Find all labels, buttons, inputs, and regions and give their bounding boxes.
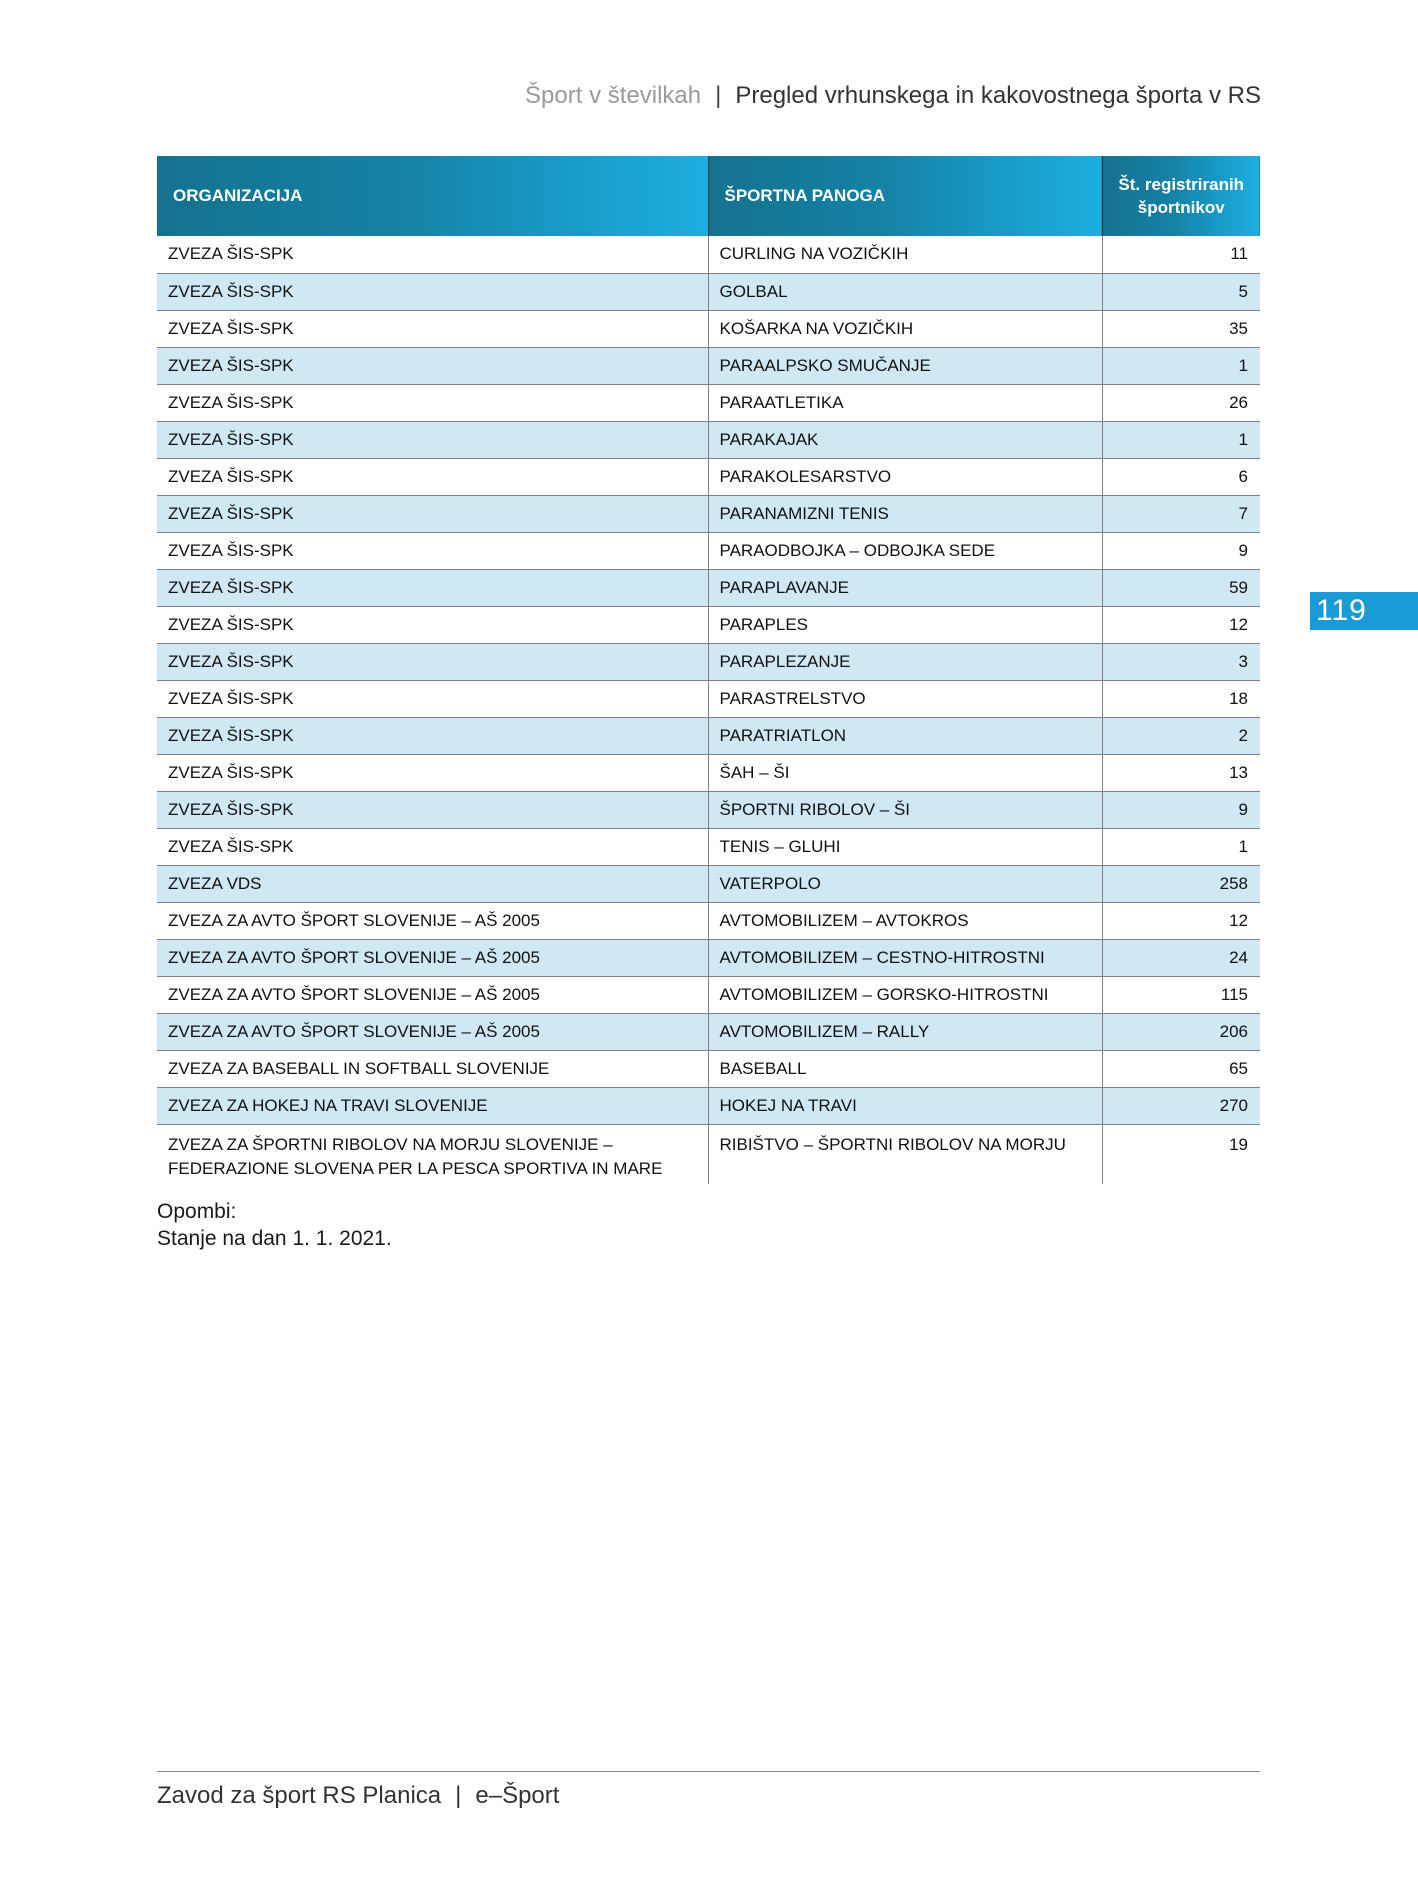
footer-separator: | — [455, 1782, 462, 1809]
page-number: 119 — [1310, 592, 1418, 630]
cell-athletes-count: 5 — [1102, 273, 1260, 310]
cell-athletes-count: 12 — [1102, 606, 1260, 643]
table-row — [157, 828, 1260, 865]
cell-sport: PARAPLEZANJE — [708, 643, 1102, 680]
cell-athletes-count: 7 — [1102, 495, 1260, 532]
footer-publication: e–Šport — [475, 1782, 560, 1809]
table-row — [157, 569, 1260, 606]
table-row — [157, 606, 1260, 643]
cell-sport: RIBIŠTVO – ŠPORTNI RIBOLOV NA MORJU — [708, 1124, 1102, 1184]
cell-sport: AVTOMOBILIZEM – RALLY — [708, 1013, 1102, 1050]
cell-organization: ZVEZA ŠIS-SPK — [157, 532, 708, 569]
cell-organization: ZVEZA ŠIS-SPK — [157, 754, 708, 791]
running-header — [525, 80, 1261, 112]
table-row — [157, 495, 1260, 532]
cell-organization: ZVEZA ŠIS-SPK — [157, 680, 708, 717]
cell-organization: ZVEZA ŠIS-SPK — [157, 458, 708, 495]
table-header-row — [157, 156, 1260, 236]
cell-organization: ZVEZA ŠIS-SPK — [157, 421, 708, 458]
cell-athletes-count: 13 — [1102, 754, 1260, 791]
cell-sport: KOŠARKA NA VOZIČKIH — [708, 310, 1102, 347]
column-header-sport: ŠPORTNA PANOGA — [708, 156, 1102, 236]
table-row — [157, 384, 1260, 421]
cell-organization: ZVEZA VDS — [157, 865, 708, 902]
notes-text: Stanje na dan 1. 1. 2021. — [157, 1227, 392, 1250]
cell-sport: PARAKAJAK — [708, 421, 1102, 458]
cell-athletes-count: 11 — [1102, 236, 1260, 273]
cell-athletes-count: 9 — [1102, 532, 1260, 569]
table-row — [157, 273, 1260, 310]
cell-athletes-count: 1 — [1102, 421, 1260, 458]
cell-organization: ZVEZA ŠIS-SPK — [157, 717, 708, 754]
cell-organization: ZVEZA ŠIS-SPK — [157, 791, 708, 828]
table-row — [157, 717, 1260, 754]
table-row — [157, 865, 1260, 902]
cell-organization: ZVEZA ZA AVTO ŠPORT SLOVENIJE – AŠ 2005 — [157, 902, 708, 939]
cell-sport: AVTOMOBILIZEM – GORSKO-HITROSTNI — [708, 976, 1102, 1013]
header-separator: | — [715, 82, 722, 109]
table-row — [157, 1013, 1260, 1050]
registered-athletes-table — [157, 156, 1260, 1184]
cell-organization: ZVEZA ZA AVTO ŠPORT SLOVENIJE – AŠ 2005 — [157, 939, 708, 976]
cell-athletes-count: 6 — [1102, 458, 1260, 495]
cell-sport: PARAPLAVANJE — [708, 569, 1102, 606]
cell-athletes-count: 1 — [1102, 828, 1260, 865]
table-row — [157, 791, 1260, 828]
cell-sport: PARAKOLESARSTVO — [708, 458, 1102, 495]
cell-athletes-count: 258 — [1102, 865, 1260, 902]
cell-organization: ZVEZA ŠIS-SPK — [157, 606, 708, 643]
table-row — [157, 236, 1260, 273]
cell-sport: AVTOMOBILIZEM – CESTNO-HITROSTNI — [708, 939, 1102, 976]
table-row — [157, 1050, 1260, 1087]
table-row — [157, 458, 1260, 495]
cell-sport: ŠAH – ŠI — [708, 754, 1102, 791]
cell-organization: ZVEZA ZA HOKEJ NA TRAVI SLOVENIJE — [157, 1087, 708, 1124]
cell-organization: ZVEZA ZA BASEBALL IN SOFTBALL SLOVENIJE — [157, 1050, 708, 1087]
cell-athletes-count: 270 — [1102, 1087, 1260, 1124]
table-row — [157, 1087, 1260, 1124]
cell-organization: ZVEZA ŠIS-SPK — [157, 495, 708, 532]
cell-organization: ZVEZA ŠIS-SPK — [157, 569, 708, 606]
cell-athletes-count: 1 — [1102, 347, 1260, 384]
cell-organization: ZVEZA ZA ŠPORTNI RIBOLOV NA MORJU SLOVENIJE – FEDERAZIONE SLOVENA PER LA PESCA SPORTIVA IN MARE — [157, 1124, 708, 1184]
column-header-athletes-count: Št. registriranih športnikov — [1102, 156, 1260, 236]
cell-organization: ZVEZA ŠIS-SPK — [157, 828, 708, 865]
cell-athletes-count: 35 — [1102, 310, 1260, 347]
cell-sport: PARAATLETIKA — [708, 384, 1102, 421]
cell-organization: ZVEZA ŠIS-SPK — [157, 384, 708, 421]
cell-athletes-count: 12 — [1102, 902, 1260, 939]
table-row — [157, 902, 1260, 939]
table-row — [157, 1124, 1260, 1184]
table-row — [157, 421, 1260, 458]
cell-sport: PARANAMIZNI TENIS — [708, 495, 1102, 532]
cell-athletes-count: 19 — [1229, 1134, 1248, 1154]
table-row — [157, 680, 1260, 717]
footer-publisher: Zavod za šport RS Planica — [157, 1782, 442, 1809]
cell-sport: BASEBALL — [708, 1050, 1102, 1087]
cell-sport: VATERPOLO — [708, 865, 1102, 902]
cell-organization: ZVEZA ŠIS-SPK — [157, 236, 708, 273]
publication-title: Šport v številkah — [525, 82, 702, 109]
section-title: Pregled vrhunskega in kakovostnega športa v RS — [735, 82, 1261, 109]
table-row — [157, 976, 1260, 1013]
table-row — [157, 532, 1260, 569]
cell-sport: GOLBAL — [708, 273, 1102, 310]
cell-sport: HOKEJ NA TRAVI — [708, 1087, 1102, 1124]
cell-sport: TENIS – GLUHI — [708, 828, 1102, 865]
cell-organization: ZVEZA ŠIS-SPK — [157, 273, 708, 310]
cell-sport: ŠPORTNI RIBOLOV – ŠI — [708, 791, 1102, 828]
cell-organization: ZVEZA ŠIS-SPK — [157, 347, 708, 384]
cell-sport: PARAALPSKO SMUČANJE — [708, 347, 1102, 384]
cell-organization: ZVEZA ŠIS-SPK — [157, 310, 708, 347]
cell-athletes-count: 65 — [1102, 1050, 1260, 1087]
cell-sport: CURLING NA VOZIČKIH — [708, 236, 1102, 273]
cell-athletes-count: 59 — [1102, 569, 1260, 606]
notes-title: Opombi: — [157, 1200, 237, 1223]
cell-athletes-count: 26 — [1102, 384, 1260, 421]
footer — [157, 1780, 559, 1812]
cell-athletes-count: 115 — [1102, 976, 1260, 1013]
cell-athletes-count: 2 — [1102, 717, 1260, 754]
cell-sport: PARAPLES — [708, 606, 1102, 643]
cell-athletes-count: 9 — [1102, 791, 1260, 828]
table-row — [157, 939, 1260, 976]
column-header-organization: ORGANIZACIJA — [157, 156, 708, 236]
cell-sport: PARATRIATLON — [708, 717, 1102, 754]
cell-sport: PARAODBOJKA – ODBOJKA SEDE — [708, 532, 1102, 569]
cell-athletes-count: 206 — [1102, 1013, 1260, 1050]
table-row — [157, 643, 1260, 680]
table-row — [157, 754, 1260, 791]
cell-athletes-count: 3 — [1102, 643, 1260, 680]
cell-organization: ZVEZA ŠIS-SPK — [157, 643, 708, 680]
footer-divider — [157, 1771, 1260, 1772]
table-row — [157, 310, 1260, 347]
cell-athletes-count: 18 — [1102, 680, 1260, 717]
cell-organization: ZVEZA ZA AVTO ŠPORT SLOVENIJE – AŠ 2005 — [157, 976, 708, 1013]
cell-sport: PARASTRELSTVO — [708, 680, 1102, 717]
cell-athletes-count: 24 — [1102, 939, 1260, 976]
cell-organization: ZVEZA ZA AVTO ŠPORT SLOVENIJE – AŠ 2005 — [157, 1013, 708, 1050]
table-row — [157, 347, 1260, 384]
cell-sport: AVTOMOBILIZEM – AVTOKROS — [708, 902, 1102, 939]
notes — [157, 1198, 392, 1252]
